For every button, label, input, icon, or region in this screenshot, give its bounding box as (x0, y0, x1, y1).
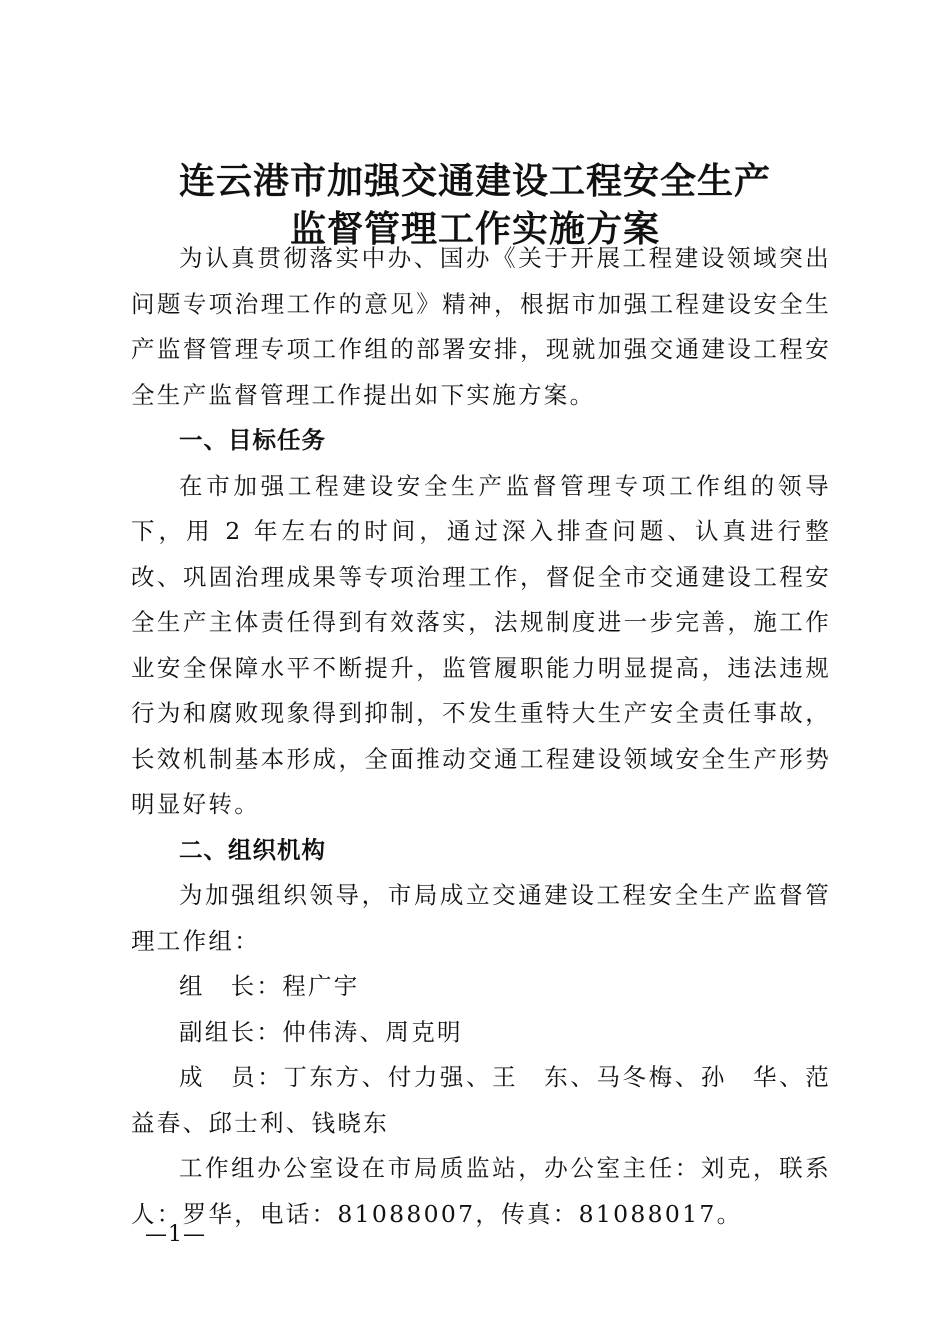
document-title-line1: 连云港市加强交通建设工程安全生产 (178, 160, 771, 202)
document-body (131, 236, 831, 1237)
deputy-leader-line: 副组长：仲伟涛、周克明 (179, 1017, 463, 1046)
group-leader-line: 组 长：程广宇 (179, 972, 360, 1000)
office-contact-paragraph: 工作组办公室设在市局质监站，办公室主任：刘克，联系人：罗华，电话：81088007，传真：81088017。 (131, 1154, 831, 1228)
intro-paragraph: 为认真贯彻落实中办、国办《关于开展工程建设领域突出问题专项治理工作的意见》精神，根据市加强工程建设安全生产监督管理专项工作组的部署安排，现就加强交通建设工程安全生产监督管理工作提出如下实施方案。 (131, 244, 831, 409)
page-number: —1— (145, 1222, 206, 1247)
section-heading-goals: 一、目标任务 (179, 426, 326, 454)
document-title-line2: 监督管理工作实施方案 (289, 208, 660, 250)
section-heading-organization: 二、组织机构 (179, 835, 326, 864)
members-line: 成 员：丁东方、付力强、王 东、马冬梅、孙 华、范益春、邱士利、钱晓东 (131, 1063, 831, 1137)
organization-paragraph: 为加强组织领导，市局成立交通建设工程安全生产监督管理工作组： (131, 881, 831, 955)
goals-paragraph: 在市加强工程建设安全生产监督管理专项工作组的领导下，用 2 年左右的时间，通过深入排查问题、认真进行整改、巩固治理成果等专项治理工作，督促全市交通建设工程安全生产主体责任得到有效落实，法规制度进一步完善，施工作业安全保障水平不断提升，监管履职能力明显提高，违法违规行为和腐败现象得到抑制，不发生重特大生产安全责任事故，长效机制基本形成，全面推动交通工程建设领域安全生产形势明显好转。 (131, 471, 831, 818)
